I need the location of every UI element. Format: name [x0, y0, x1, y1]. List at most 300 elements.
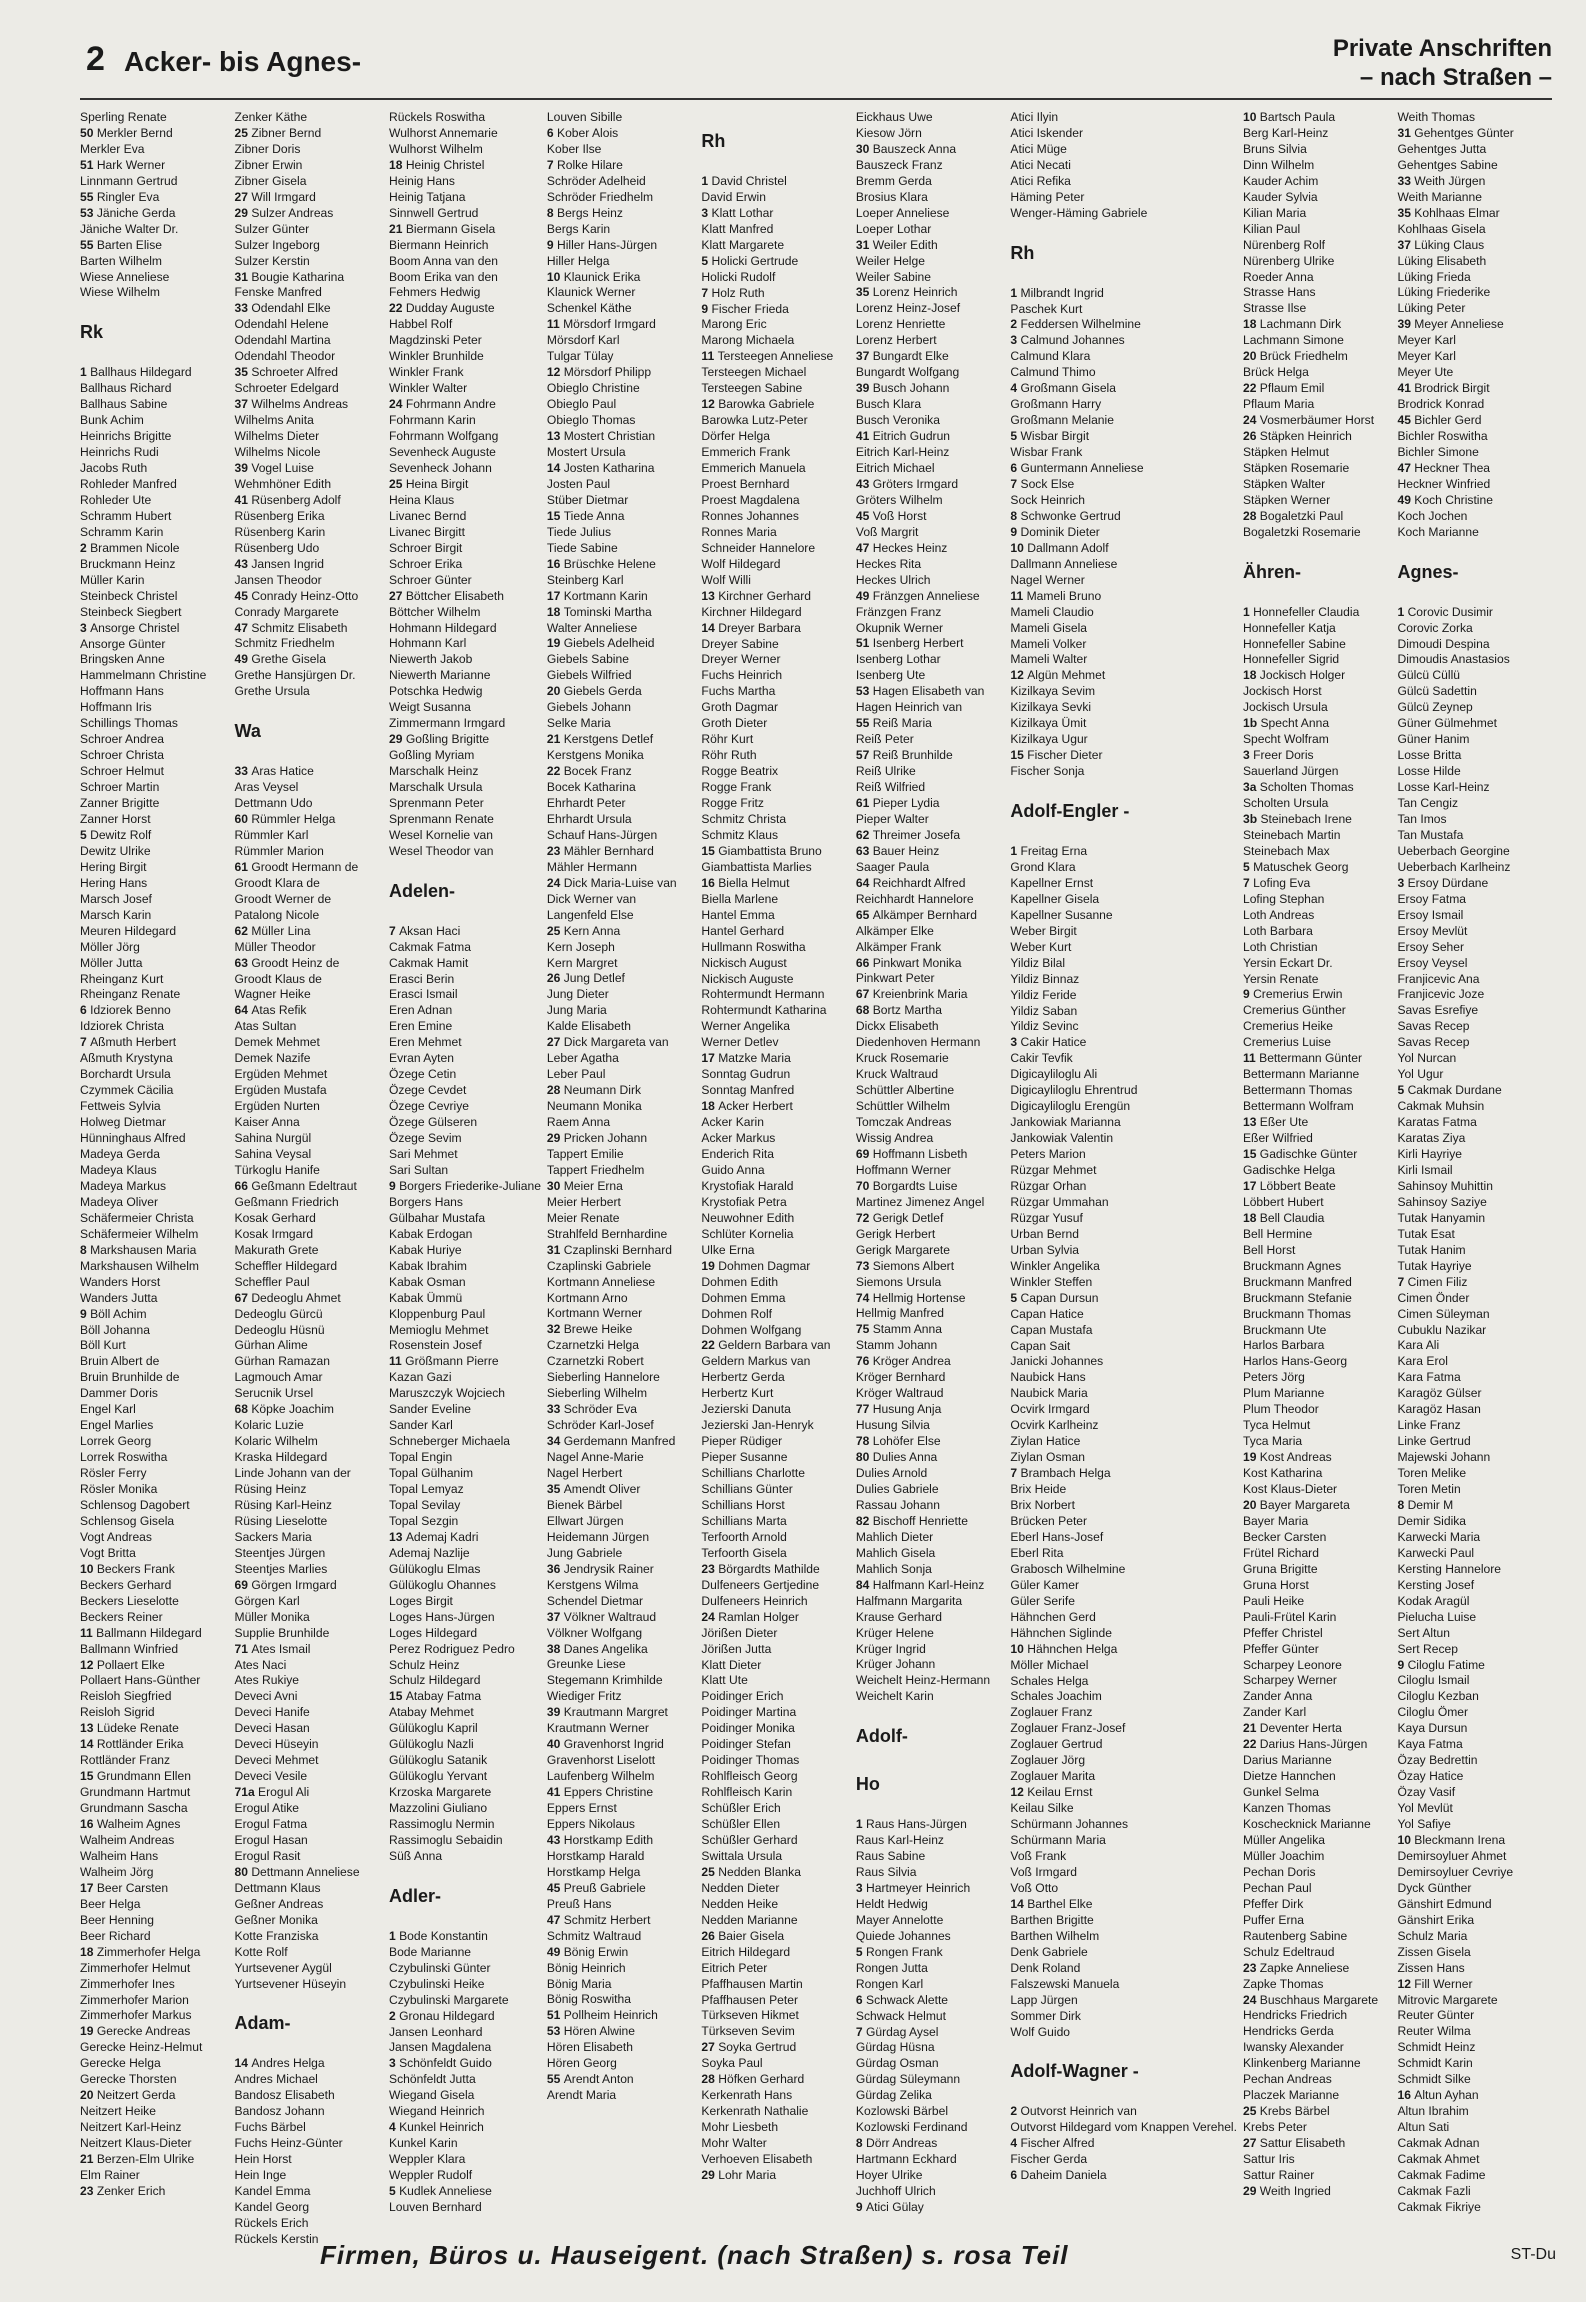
directory-entry: Iwansky Alexander: [1242, 2040, 1344, 2055]
directory-entry: Dulfeneers Gertjedine: [701, 1577, 820, 1592]
directory-entry: Marsch Josef: [80, 891, 152, 906]
directory-entry: Raem Anna: [546, 1115, 611, 1130]
resident-name: Dudday Auguste: [405, 301, 495, 316]
directory-entry: [701, 397, 850, 413]
house-number: 1: [1397, 604, 1408, 619]
directory-entry: [389, 222, 541, 238]
directory-entry: Dietze Hannchen: [1242, 1769, 1336, 1784]
directory-entry: [701, 876, 850, 892]
directory-entry: [1243, 1993, 1392, 2009]
directory-entry: Wanders Horst: [80, 1274, 161, 1289]
directory-entry: [389, 1530, 541, 1546]
directory-entry: Özege Cevdet: [389, 1083, 467, 1098]
directory-entry: [856, 1179, 1005, 1195]
resident-name: Bortz Martha: [872, 1003, 942, 1018]
directory-entry: Reichhardt Hannelore: [855, 891, 974, 906]
resident-name: Alkämper Bernhard: [872, 907, 977, 922]
directory-entry: Beer Henning: [80, 1912, 154, 1927]
directory-entry: Bandosz Johann: [234, 2104, 325, 2119]
directory-entry: Gruna Horst: [1242, 1577, 1309, 1592]
house-number: 33: [234, 764, 252, 779]
directory-entry: Dohmen Rolf: [701, 1306, 773, 1321]
house-number: 23: [546, 843, 564, 858]
directory-entry: Sprenmann Renate: [389, 811, 494, 826]
resident-name: Schröder Eva: [563, 1402, 638, 1417]
directory-entry: Klatt Dieter: [701, 1657, 762, 1672]
directory-column: [389, 110, 547, 2214]
directory-entry: Kunkel Karin: [389, 2136, 458, 2151]
directory-entry: Rohtermundt Katharina: [701, 1003, 827, 1018]
header-rule: [80, 98, 1552, 100]
directory-entry: Fischer Gerda: [1010, 2152, 1088, 2167]
house-number: 33: [1397, 173, 1415, 188]
directory-entry: Tutak Hayriye: [1397, 1258, 1472, 1273]
directory-entry: [547, 1610, 696, 1626]
directory-entry: Erasci Berin: [389, 971, 455, 986]
directory-entry: Schlensog Dagobert: [80, 1497, 190, 1512]
directory-entry: Rohleder Manfred: [80, 476, 177, 491]
directory-entry: Nürenberg Rolf: [1242, 237, 1325, 252]
directory-entry: Pinkwart Peter: [855, 971, 935, 986]
directory-entry: Zimmerhofer Ines: [80, 1976, 175, 1991]
directory-entry: Losse Hilde: [1397, 764, 1461, 779]
directory-entry: Linnmann Gertrud: [80, 173, 178, 188]
directory-entry: [701, 844, 850, 860]
directory-entry: Hähnchen Gerd: [1010, 1609, 1096, 1624]
directory-entry: Atabay Mehmet: [389, 1705, 474, 1720]
house-number: 2: [80, 540, 91, 555]
resident-name: Kober Alois: [557, 125, 619, 140]
directory-entry: Darius Marianne: [1242, 1753, 1332, 1768]
house-number: 41: [1397, 381, 1415, 396]
resident-name: Will Irmgard: [251, 189, 316, 204]
directory-entry: Grethe Ursula: [234, 684, 310, 699]
spacer: [856, 1705, 1005, 1721]
directory-entry: Völkner Wolfgang: [546, 1625, 643, 1640]
directory-entry: Jung Gabriele: [546, 1545, 623, 1560]
directory-entry: Loeper Anneliese: [855, 205, 950, 220]
resident-name: Fill Werner: [1414, 1976, 1473, 1991]
directory-entry: Stäpken Walter: [1242, 476, 1326, 491]
directory-entry: Kabak Ibrahim: [389, 1258, 467, 1273]
directory-entry: Bremm Gerda: [855, 173, 932, 188]
directory-entry: [547, 732, 696, 748]
house-number: 5: [389, 2184, 400, 2199]
directory-entry: Urban Bernd: [1010, 1226, 1079, 1241]
directory-entry: Hendricks Friedrich: [1242, 2008, 1348, 2023]
directory-entry: [80, 1003, 229, 1019]
directory-entry: [389, 1689, 541, 1705]
resident-name: Bauszeck Anna: [872, 141, 957, 156]
directory-entry: Ocvirk Irmgard: [1010, 1402, 1090, 1417]
house-number: 20: [80, 2088, 97, 2103]
house-number: 7: [389, 923, 400, 938]
directory-entry: Koch Jochen: [1397, 508, 1468, 523]
house-number: 31: [855, 237, 873, 252]
house-number: 40: [546, 1737, 564, 1752]
directory-entry: Sock Heinrich: [1010, 492, 1086, 507]
directory-entry: Heckner Winfried: [1397, 476, 1491, 491]
house-number: 11: [389, 1354, 406, 1369]
directory-entry: Gerigk Margarete: [855, 1242, 951, 1257]
directory-entry: [1397, 238, 1546, 254]
directory-entry: Jansen Magdalena: [389, 2040, 492, 2055]
house-number: 47: [1397, 460, 1415, 475]
resident-name: Geßmann Edeltraut: [251, 1178, 357, 1193]
resident-name: Gadischke Günter: [1259, 1147, 1358, 1162]
house-number: 31: [1397, 125, 1415, 140]
directory-entry: Lüking Frieda: [1397, 269, 1471, 284]
directory-entry: Schillians Marta: [701, 1513, 787, 1528]
directory-entry: [235, 301, 384, 317]
directory-entry: Dohmen Wolfgang: [701, 1322, 802, 1337]
resident-name: Odendahl Elke: [251, 301, 331, 316]
resident-name: Ates Ismail: [251, 1641, 311, 1656]
house-number: 43: [855, 476, 873, 491]
directory-entry: Gröters Wilhelm: [855, 492, 943, 507]
house-number: 3: [701, 205, 712, 220]
directory-entry: [856, 589, 1005, 605]
directory-entry: Eitrich Karl-Heinz: [855, 445, 950, 460]
resident-name: Jockisch Holger: [1259, 668, 1346, 683]
spacer: [1010, 828, 1237, 844]
directory-entry: Grundmann Sascha: [80, 1801, 188, 1816]
directory-entry: [856, 844, 1005, 860]
directory-entry: Gürhan Alime: [234, 1338, 308, 1353]
spacer: [1010, 2088, 1237, 2104]
directory-entry: [389, 924, 541, 940]
directory-entry: Heckes Ulrich: [855, 572, 931, 587]
directory-entry: Capan Hatice: [1010, 1306, 1084, 1321]
house-number: 51: [80, 157, 97, 172]
directory-entry: Kirli Ismail: [1397, 1162, 1453, 1177]
directory-entry: Erogul Atike: [234, 1801, 300, 1816]
directory-entry: Fohrmann Karin: [389, 413, 476, 428]
directory-entry: Scharpey Leonore: [1242, 1657, 1342, 1672]
resident-name: Pflaum Emil: [1259, 381, 1325, 396]
directory-entry: [1397, 1083, 1546, 1099]
directory-entry: Kabak Ümmü: [389, 1290, 463, 1305]
directory-entry: Toren Melike: [1397, 1466, 1467, 1481]
directory-entry: Bruckmann Agnes: [1242, 1258, 1342, 1273]
directory-entry: Biella Marlene: [701, 891, 779, 906]
house-number: 41: [234, 492, 252, 507]
house-number: 66: [855, 955, 873, 970]
house-number: 63: [234, 955, 252, 970]
directory-entry: Kirchner Hildegard: [701, 604, 802, 619]
directory-entry: Naubick Maria: [1010, 1386, 1088, 1401]
directory-entry: Acker Karin: [701, 1115, 764, 1130]
directory-entry: Tulgar Tülay: [546, 349, 614, 364]
house-number: 15: [1010, 748, 1028, 763]
resident-name: Conrady Heinz-Otto: [251, 588, 359, 603]
directory-entry: Müller Angelika: [1242, 1833, 1325, 1847]
resident-name: Borgers Friederike-Juliane: [399, 1178, 541, 1193]
house-number: 7: [546, 157, 558, 172]
street-heading: Wa: [234, 721, 261, 742]
directory-entry: [856, 796, 1005, 812]
resident-name: Kröger Andrea: [872, 1354, 951, 1369]
directory-entry: [547, 924, 696, 940]
directory-entry: [235, 924, 384, 940]
directory-entry: Kirli Hayriye: [1397, 1147, 1462, 1162]
directory-entry: [547, 238, 696, 254]
directory-entry: [856, 1211, 1005, 1227]
house-number: 1: [701, 173, 712, 188]
directory-entry: [856, 1817, 1005, 1833]
directory-entry: Dedeoglu Hüsnü: [234, 1322, 325, 1337]
directory-entry: Groodt Klara de: [234, 875, 320, 890]
directory-entry: Mameli Walter: [1010, 652, 1088, 667]
directory-entry: Scheffler Paul: [234, 1274, 310, 1289]
directory-entry: Goßling Myriam: [389, 748, 475, 763]
directory-entry: Bruin Brunhilde de: [80, 1370, 180, 1385]
directory-entry: Eßer Wilfried: [1242, 1131, 1313, 1146]
directory-entry: [547, 270, 696, 286]
house-number: 57: [855, 748, 873, 763]
resident-name: Lorenz Heinrich: [872, 285, 958, 300]
house-number: 1: [855, 1817, 867, 1832]
directory-entry: Gerecke Heinz-Helmut: [80, 2040, 203, 2055]
directory-entry: Deveci Hasan: [234, 1721, 310, 1736]
directory-entry: Bruin Albert de: [80, 1354, 160, 1369]
resident-name: Geldern Barbara van: [718, 1338, 831, 1353]
directory-entry: Eitrich Hildegard: [701, 1944, 791, 1959]
directory-entry: Bogaletzki Rosemarie: [1242, 524, 1361, 539]
directory-entry: [389, 1354, 541, 1370]
resident-name: Voß Horst: [872, 508, 927, 523]
directory-entry: [1010, 525, 1237, 541]
resident-name: Mörsdorf Philipp: [563, 365, 652, 380]
directory-entry: Mameli Claudio: [1010, 604, 1094, 619]
resident-name: Bougie Katharina: [251, 269, 345, 284]
house-number: 1: [1010, 285, 1021, 300]
directory-entry: [1243, 987, 1392, 1003]
street-heading: Adolf-: [855, 1726, 908, 1747]
resident-name: Weiler Edith: [872, 237, 938, 252]
resident-name: Dohmen Dagmar: [718, 1258, 811, 1273]
directory-entry: Bell Horst: [1242, 1242, 1296, 1257]
directory-entry: Bönig Maria: [546, 1976, 612, 1991]
directory-entry: [856, 142, 1005, 158]
directory-entry: Schlensog Gisela: [80, 1513, 175, 1528]
directory-entry: Outvorst Hildegard vom Knappen Verehel.: [1010, 2120, 1237, 2135]
directory-entry: [856, 956, 1005, 972]
directory-entry: Yildiz Feride: [1010, 987, 1077, 1002]
resident-name: Goßling Brigitte: [405, 732, 490, 747]
directory-entry: Strahlfeld Bernhardine: [546, 1226, 668, 1241]
directory-entry: Capan Mustafa: [1010, 1322, 1093, 1337]
directory-entry: [1010, 477, 1237, 493]
directory-entry: Rückels Roswitha: [389, 110, 486, 124]
directory-entry: [80, 1769, 229, 1785]
resident-name: Matzke Maria: [718, 1051, 791, 1066]
directory-entry: Kotte Rolf: [234, 1944, 288, 1959]
directory-entry: Sahina Veysal: [234, 1147, 312, 1162]
directory-entry: Krystofiak Petra: [701, 1194, 787, 1209]
street-heading: Ho: [855, 1774, 880, 1795]
directory-entry: Madeya Markus: [80, 1178, 167, 1193]
directory-entry: Arendt Maria: [546, 2088, 617, 2103]
directory-entry: Cakmak Fikriye: [1397, 2199, 1481, 2214]
directory-entry: Sonntag Gudrun: [701, 1067, 791, 1082]
directory-entry: [1243, 1721, 1392, 1737]
directory-entry: [701, 254, 850, 270]
resident-name: Dettmann Anneliese: [251, 1864, 360, 1879]
directory-entry: Atici Iskender: [1010, 125, 1084, 140]
directory-entry: [1010, 2104, 1237, 2120]
directory-entry: Martinez Jimenez Angel: [855, 1194, 985, 1209]
directory-entry: [1010, 1466, 1237, 1482]
resident-name: Dörr Andreas: [866, 2136, 938, 2151]
directory-entry: Grundmann Hartmut: [80, 1785, 191, 1800]
directory-entry: Ates Rukiye: [234, 1673, 300, 1688]
directory-entry: Wagner Heike: [234, 987, 311, 1002]
directory-entry: [80, 238, 229, 254]
directory-entry: Demir Sidika: [1397, 1513, 1467, 1528]
directory-entry: [80, 2088, 229, 2104]
directory-entry: Kotte Franziska: [234, 1928, 319, 1943]
directory-entry: Brosius Klara: [855, 189, 928, 204]
house-number: 27: [389, 588, 406, 603]
directory-entry: Hullmann Roswitha: [701, 939, 806, 954]
house-number: 14: [546, 460, 564, 475]
directory-entry: Schlüter Kornelia: [701, 1226, 794, 1241]
resident-name: Giambattista Bruno: [718, 843, 822, 858]
house-number: 5: [701, 253, 712, 268]
directory-entry: Atici Refika: [1010, 173, 1071, 188]
resident-name: Mameli Bruno: [1026, 588, 1102, 603]
resident-name: Amendt Oliver: [563, 1481, 641, 1496]
resident-name: Nedden Blanka: [718, 1864, 801, 1879]
resident-name: Vogel Luise: [251, 460, 314, 475]
resident-name: Tiede Anna: [563, 508, 625, 523]
house-number: 2: [1010, 317, 1021, 332]
directory-entry: [701, 589, 850, 605]
directory-entry: Gehentges Sabine: [1397, 157, 1498, 172]
directory-entry: Kilian Paul: [1242, 221, 1301, 236]
directory-entry: [80, 1035, 229, 1051]
directory-entry: Zibner Doris: [234, 141, 301, 156]
resident-name: Czaplinski Bernhard: [563, 1242, 672, 1257]
directory-entry: Ellwart Jürgen: [546, 1513, 624, 1528]
directory-entry: [1010, 2168, 1237, 2184]
directory-entry: Ballhaus Richard: [80, 381, 172, 396]
directory-entry: [547, 876, 696, 892]
directory-entry: Kara Ali: [1397, 1338, 1440, 1353]
directory-entry: Digicayliloglu Ali: [1010, 1067, 1098, 1082]
resident-name: Bleckmann Irena: [1414, 1833, 1506, 1847]
resident-name: Soyka Gertrud: [718, 2040, 797, 2055]
house-number: 39: [855, 381, 873, 396]
directory-entry: [1243, 860, 1392, 876]
directory-entry: Pieper Rüdiger: [701, 1434, 783, 1449]
directory-entry: Raus Silvia: [855, 1864, 917, 1879]
resident-name: Brambach Helga: [1020, 1466, 1111, 1481]
directory-entry: Eren Adnan: [389, 1003, 453, 1018]
directory-entry: Yol Nurcan: [1397, 1051, 1457, 1066]
directory-entry: Bauszeck Franz: [855, 157, 943, 172]
resident-name: Brammen Nicole: [90, 540, 180, 555]
directory-entry: Schillians Günter: [701, 1482, 793, 1497]
directory-entry: Odendahl Theodor: [234, 349, 336, 364]
directory-entry: Karwecki Paul: [1397, 1545, 1475, 1560]
directory-entry: Livanec Birgitt: [389, 524, 465, 539]
directory-entry: [547, 1243, 696, 1259]
directory-entry: [389, 589, 541, 605]
directory-entry: Gerecke Helga: [80, 2056, 161, 2071]
house-number: 7: [1010, 476, 1021, 491]
house-number: 16: [1397, 2088, 1415, 2103]
house-number: 6: [546, 125, 558, 140]
directory-entry: Dinn Wilhelm: [1242, 157, 1315, 172]
directory-entry: [1397, 126, 1546, 142]
directory-entry: Cubuklu Nazikar: [1397, 1322, 1487, 1337]
directory-entry: [701, 1259, 850, 1275]
directory-entry: Nedden Heike: [701, 1896, 779, 1911]
directory-entry: Sulzer Günter: [234, 221, 310, 236]
resident-name: Börgardts Mathilde: [718, 1561, 820, 1576]
directory-entry: Leber Agatha: [546, 1051, 619, 1066]
directory-entry: Süß Anna: [389, 1848, 443, 1863]
house-number: 39: [1397, 317, 1415, 332]
directory-entry: Kortmann Anneliese: [546, 1274, 656, 1289]
directory-entry: Wiese Wilhelm: [80, 285, 160, 300]
directory-entry: Wehmhöner Edith: [234, 476, 332, 491]
directory-entry: [1243, 1450, 1392, 1466]
directory-entry: Ersoy Veysel: [1397, 955, 1468, 970]
directory-entry: [1010, 461, 1237, 477]
directory-entry: Karagöz Gülser: [1397, 1386, 1482, 1401]
directory-entry: Bocek Katharina: [546, 780, 636, 795]
directory-entry: Pauli Heike: [1242, 1593, 1305, 1608]
directory-entry: Kizilkaya Sevki: [1010, 700, 1092, 715]
directory-entry: Winkler Steffen: [1010, 1274, 1093, 1289]
directory-entry: [389, 2056, 541, 2072]
directory-entry: Roeder Anna: [1242, 269, 1314, 284]
house-number: 75: [855, 1322, 873, 1337]
house-number: 28: [701, 2072, 719, 2087]
directory-entry: Engel Marlies: [80, 1418, 154, 1433]
house-number: 47: [855, 540, 873, 555]
directory-entry: Mitrovic Margarete: [1397, 1992, 1498, 2007]
resident-name: Holicki Gertrude: [711, 253, 799, 268]
spacer: [235, 2040, 384, 2056]
directory-entry: Groodt Werner de: [234, 891, 332, 906]
directory-entry: [1243, 381, 1392, 397]
directory-entry: [80, 1721, 229, 1737]
house-number: 67: [234, 1290, 252, 1305]
directory-entry: [856, 1945, 1005, 1961]
directory-entry: Geßner Monika: [234, 1912, 318, 1927]
directory-entry: Häming Peter: [1010, 189, 1085, 204]
resident-name: Cakir Hatice: [1020, 1035, 1087, 1050]
house-number: 3: [1242, 748, 1254, 763]
directory-entry: Giebels Wilfried: [546, 668, 632, 683]
resident-name: Bönig Erwin: [563, 1944, 629, 1959]
house-number: 19: [1242, 1450, 1260, 1465]
house-number: 51: [546, 2008, 564, 2023]
directory-entry: Eickhaus Uwe: [855, 110, 933, 124]
directory-entry: [547, 1322, 696, 1338]
directory-entry: Zander Anna: [1242, 1689, 1313, 1704]
house-number: 17: [1242, 1178, 1260, 1193]
house-number: 18: [546, 604, 564, 619]
directory-entry: [80, 1243, 229, 1259]
resident-name: Jung Detlef: [563, 971, 625, 986]
house-number: 27: [546, 1035, 564, 1050]
directory-entry: Schäfermeier Christa: [80, 1210, 194, 1225]
